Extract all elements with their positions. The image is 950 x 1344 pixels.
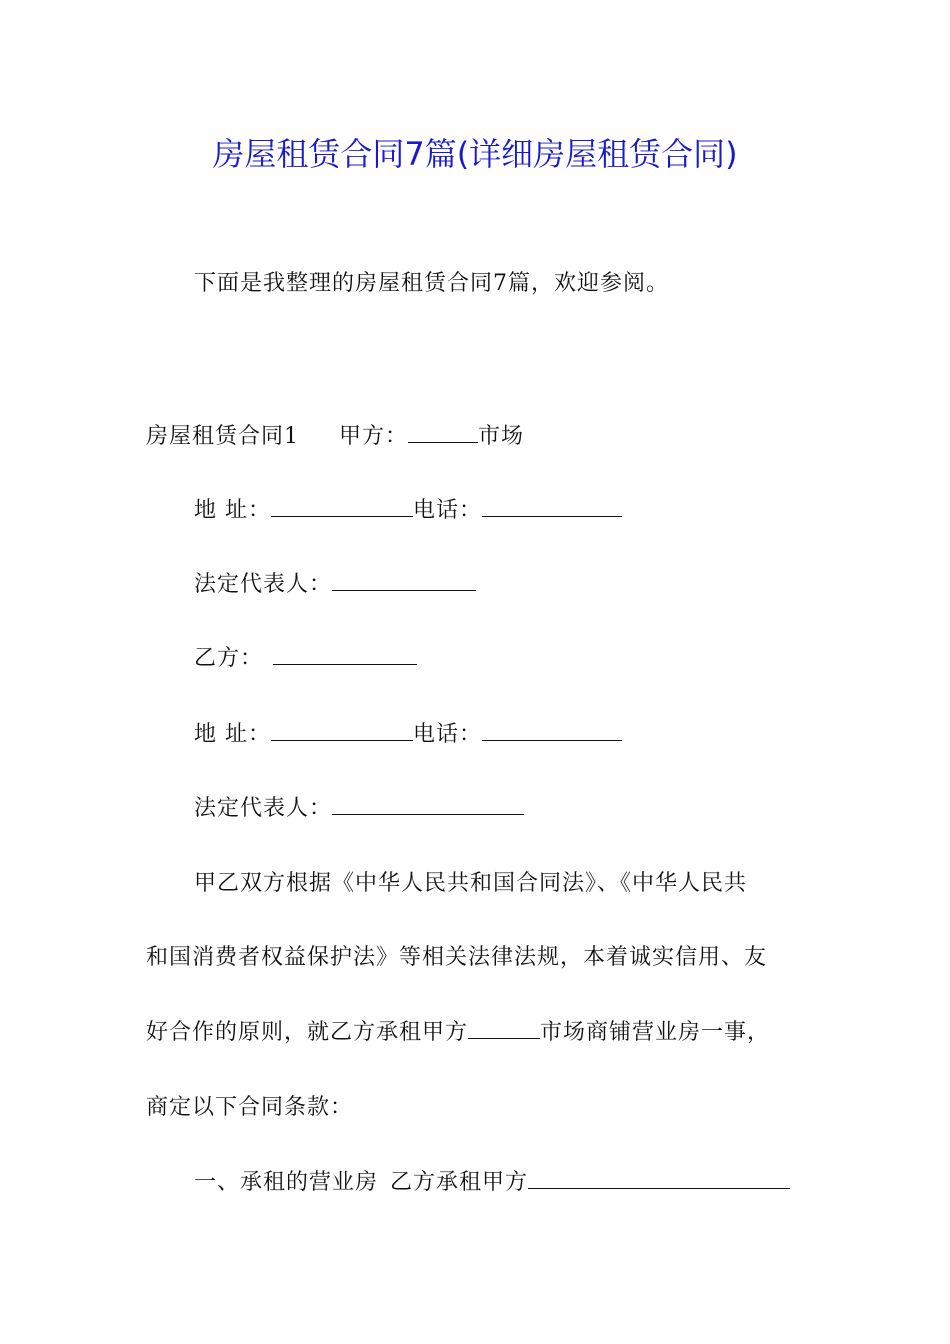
party-a-label: 甲方： xyxy=(339,424,409,449)
party-a-address-label: 地 址： xyxy=(194,498,271,523)
party-b-rep-blank xyxy=(332,792,524,815)
paragraph-line-1: 甲乙双方根据《中华人民共和国合同法》、《中华人民共 xyxy=(194,871,748,896)
party-a-name-blank xyxy=(408,420,478,443)
party-b-address-label: 地 址： xyxy=(194,722,271,747)
paragraph-line-2: 和国消费者权益保护法》等相关法律法规，本着诚实信用、友 xyxy=(146,945,768,970)
contract-heading-line xyxy=(146,420,524,453)
party-a-phone-label: 电话： xyxy=(413,498,483,523)
party-b-phone-label: 电话： xyxy=(413,722,483,747)
paragraph-line-3-pre: 好合作的原则，就乙方承租甲方 xyxy=(146,1020,469,1045)
intro-paragraph: 下面是我整理的房屋租赁合同7篇，欢迎参阅。 xyxy=(194,271,669,296)
party-b-rep-line xyxy=(194,792,524,825)
paragraph-line-3 xyxy=(146,1016,770,1049)
party-b-address-blank xyxy=(271,718,413,741)
clause-1-text: 乙方承租甲方 xyxy=(390,1170,529,1195)
party-a-rep-label: 法定代表人： xyxy=(194,572,333,597)
document-title: 房屋租赁合同7篇(详细房屋租赁合同) xyxy=(212,135,738,173)
party-a-rep-line xyxy=(194,568,476,601)
party-b-label: 乙方： xyxy=(194,646,264,671)
clause-1-blank xyxy=(528,1166,790,1189)
clause-1-line xyxy=(194,1166,790,1199)
party-a-address-blank xyxy=(271,494,413,517)
market-name-blank xyxy=(468,1016,540,1039)
paragraph-line-3-post: 市场商铺营业房一事， xyxy=(540,1020,771,1045)
party-b-name-blank xyxy=(273,642,417,665)
party-a-suffix: 市场 xyxy=(478,424,525,449)
party-a-rep-blank xyxy=(332,568,476,591)
party-b-rep-label: 法定代表人： xyxy=(194,796,333,821)
party-a-phone-blank xyxy=(482,494,622,517)
party-b-address-line xyxy=(194,718,622,751)
contract-heading: 房屋租赁合同1 xyxy=(146,424,299,449)
party-a-address-line xyxy=(194,494,622,527)
clause-1-heading: 一、承租的营业房 xyxy=(194,1170,379,1195)
paragraph-line-4: 商定以下合同条款： xyxy=(146,1095,354,1120)
party-b-phone-blank xyxy=(482,718,622,741)
party-b-line xyxy=(194,642,417,675)
